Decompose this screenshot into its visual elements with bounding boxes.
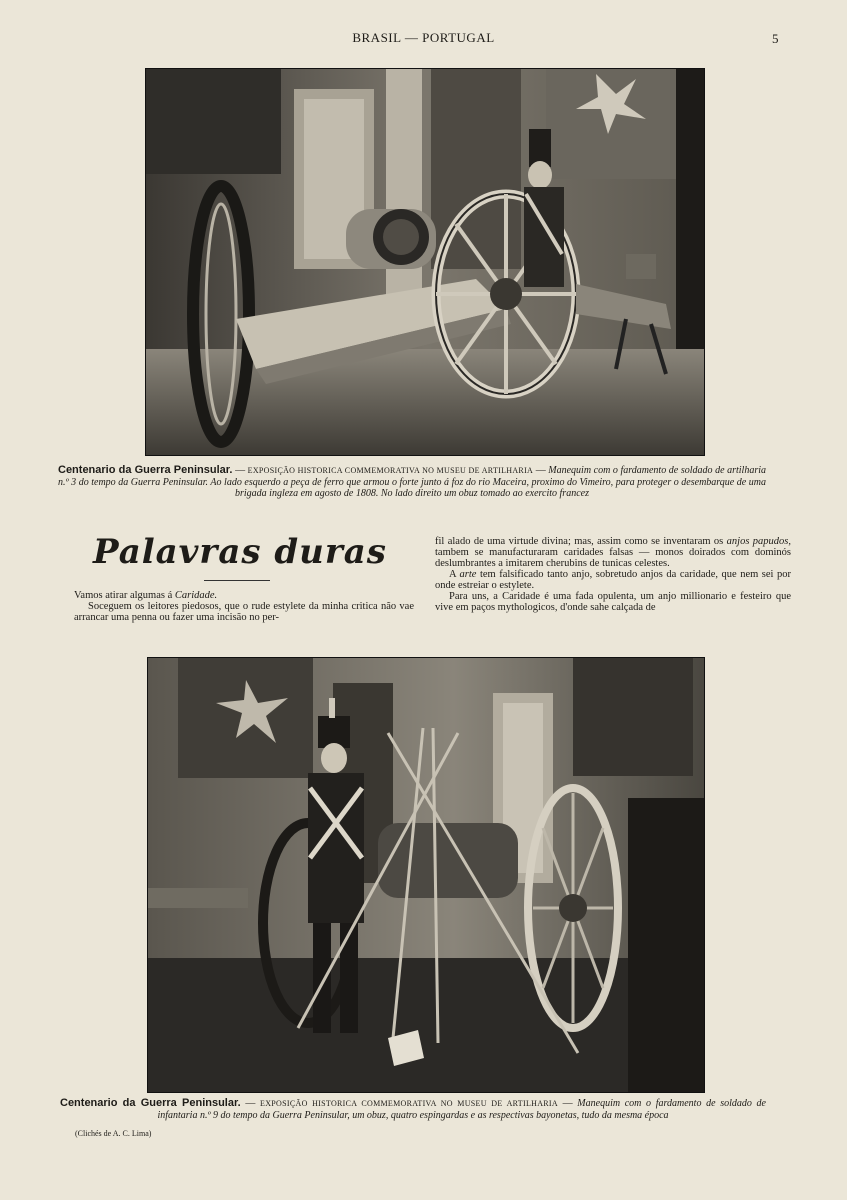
caption-separator: — — [232, 465, 248, 476]
running-header: BRASIL — PORTUGAL — [352, 30, 495, 45]
paragraph-text: A — [449, 569, 460, 580]
paragraph-emphasis: Caridade. — [174, 590, 218, 601]
article-column-right — [435, 536, 791, 613]
bottom-photo-illustration — [148, 658, 704, 1092]
paragraph-text: tem falsificado tanto anjo, sobretudo anjos da caridade, que nem sei por onde estreiar o estylete. — [435, 569, 791, 591]
bottom-photo — [147, 657, 705, 1093]
caption-lead: Centenario da Guerra Peninsular. — [58, 464, 233, 476]
article-paragraph — [435, 536, 791, 569]
article-paragraph: Para uns, a Caridade é uma fada opulenta, um anjo millionario e festeiro que vive em paços mythologicos, d'onde sahe calçada de — [435, 591, 791, 613]
title-divider — [204, 580, 270, 581]
caption-institution: EXPOSIÇÃO HISTORICA COMMEMORATIVA NO MUSEU DE ARTILHARIA — [260, 1099, 558, 1108]
article-paragraph — [74, 590, 414, 601]
bottom-photo-caption — [60, 1098, 766, 1121]
caption-description: Manequim com o fardamento de soldado de artilharia n.º 3 do tempo da Guerra Peninsular. Ao lado esquerdo a peça de ferro que armou o forte junto á foz do rio Maceira, proximo do Vimeiro, para proteger o desembarque de uma brigada ingleza em agosto de 1808. No lado direito um obuz tomado ao exercito francez — [58, 465, 766, 499]
paragraph-text: Vamos atirar algumas á — [74, 590, 175, 601]
caption-separator: — — [533, 465, 549, 476]
photo-credit: (Clichés de A. C. Lima) — [75, 1129, 152, 1138]
paragraph-emphasis: anjos papudos, — [726, 536, 792, 547]
top-photo-illustration — [146, 69, 704, 455]
caption-description: Manequim com o fardamento de soldado de infantaria n.º 9 do tempo da Guerra Peninsular, um obuz, quatro espingardas e as respectivas bayonetas, tudo da mesma época — [157, 1098, 766, 1121]
caption-separator: — — [557, 1098, 578, 1109]
article-title: Palavras duras — [93, 532, 387, 572]
paragraph-text: fil alado de uma virtude divina; mas, assim como se inventaram os — [435, 536, 727, 547]
caption-separator: — — [240, 1098, 261, 1109]
article-paragraph: Soceguem os leitores piedosos, que o rude estylete da minha critica não vae arrancar uma penna ou fazer uma incisão no per- — [74, 601, 414, 623]
top-photo-caption — [58, 465, 766, 500]
article-column-left — [74, 590, 414, 623]
page-number: 5 — [772, 31, 779, 46]
caption-lead: Centenario da Guerra Peninsular. — [60, 1097, 241, 1109]
caption-institution: EXPOSIÇÃO HISTORICA COMMEMORATIVA NO MUSEU DE ARTILHARIA — [247, 466, 534, 475]
article-paragraph — [435, 569, 791, 591]
paragraph-text: tambem se manufacturaram caridades falsas — monos doirados com dominós deslumbrantes a imitarem cherubins de tunicas celestes. — [435, 547, 791, 569]
paragraph-emphasis: arte — [459, 569, 477, 580]
top-photo — [145, 68, 705, 456]
